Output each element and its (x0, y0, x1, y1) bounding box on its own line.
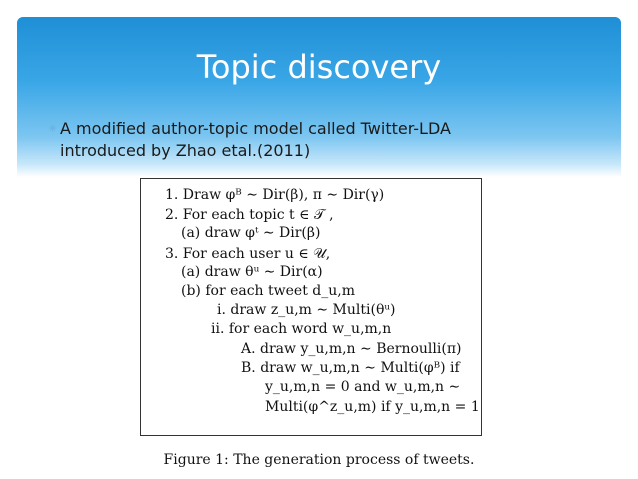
figure-caption: Figure 1: The generation process of tweets. (163, 452, 475, 468)
algorithm-step: 1. Draw φᴮ ∼ Dir(β), π ∼ Dir(γ) (165, 187, 385, 203)
algorithm-step: (a) draw θᵘ ∼ Dir(α) (181, 264, 323, 280)
algorithm-box (140, 178, 482, 436)
algorithm-step: Multi(φ^z_u,m) if y_u,m,n = 1 (265, 399, 480, 415)
algorithm-step: i. draw z_u,m ∼ Multi(θᵘ) (217, 302, 396, 318)
algorithm-step: A. draw y_u,m,n ∼ Bernoulli(π) (241, 341, 462, 357)
algorithm-step: ii. for each word w_u,m,n (211, 321, 392, 337)
slide-title: Topic discovery (196, 48, 442, 86)
bullet-line-1: A modified author-topic model called Twitter-LDA (60, 119, 451, 138)
algorithm-step: (b) for each tweet d_u,m (181, 283, 355, 299)
algorithm-step: y_u,m,n = 0 and w_u,m,n ∼ (265, 379, 461, 395)
algorithm-step: 2. For each topic t ∈ 𝒯 , (165, 207, 334, 223)
bullet-text (60, 118, 530, 162)
algorithm-step: 3. For each user u ∈ 𝒰, (165, 246, 331, 262)
algorithm-step: (a) draw φᵗ ∼ Dir(β) (181, 225, 321, 241)
bullet-asterisk-icon: ✳ (48, 122, 58, 135)
algorithm-step: B. draw w_u,m,n ∼ Multi(φᴮ) if (241, 360, 460, 376)
bullet-line-2: introduced by Zhao etal.(2011) (60, 141, 311, 160)
